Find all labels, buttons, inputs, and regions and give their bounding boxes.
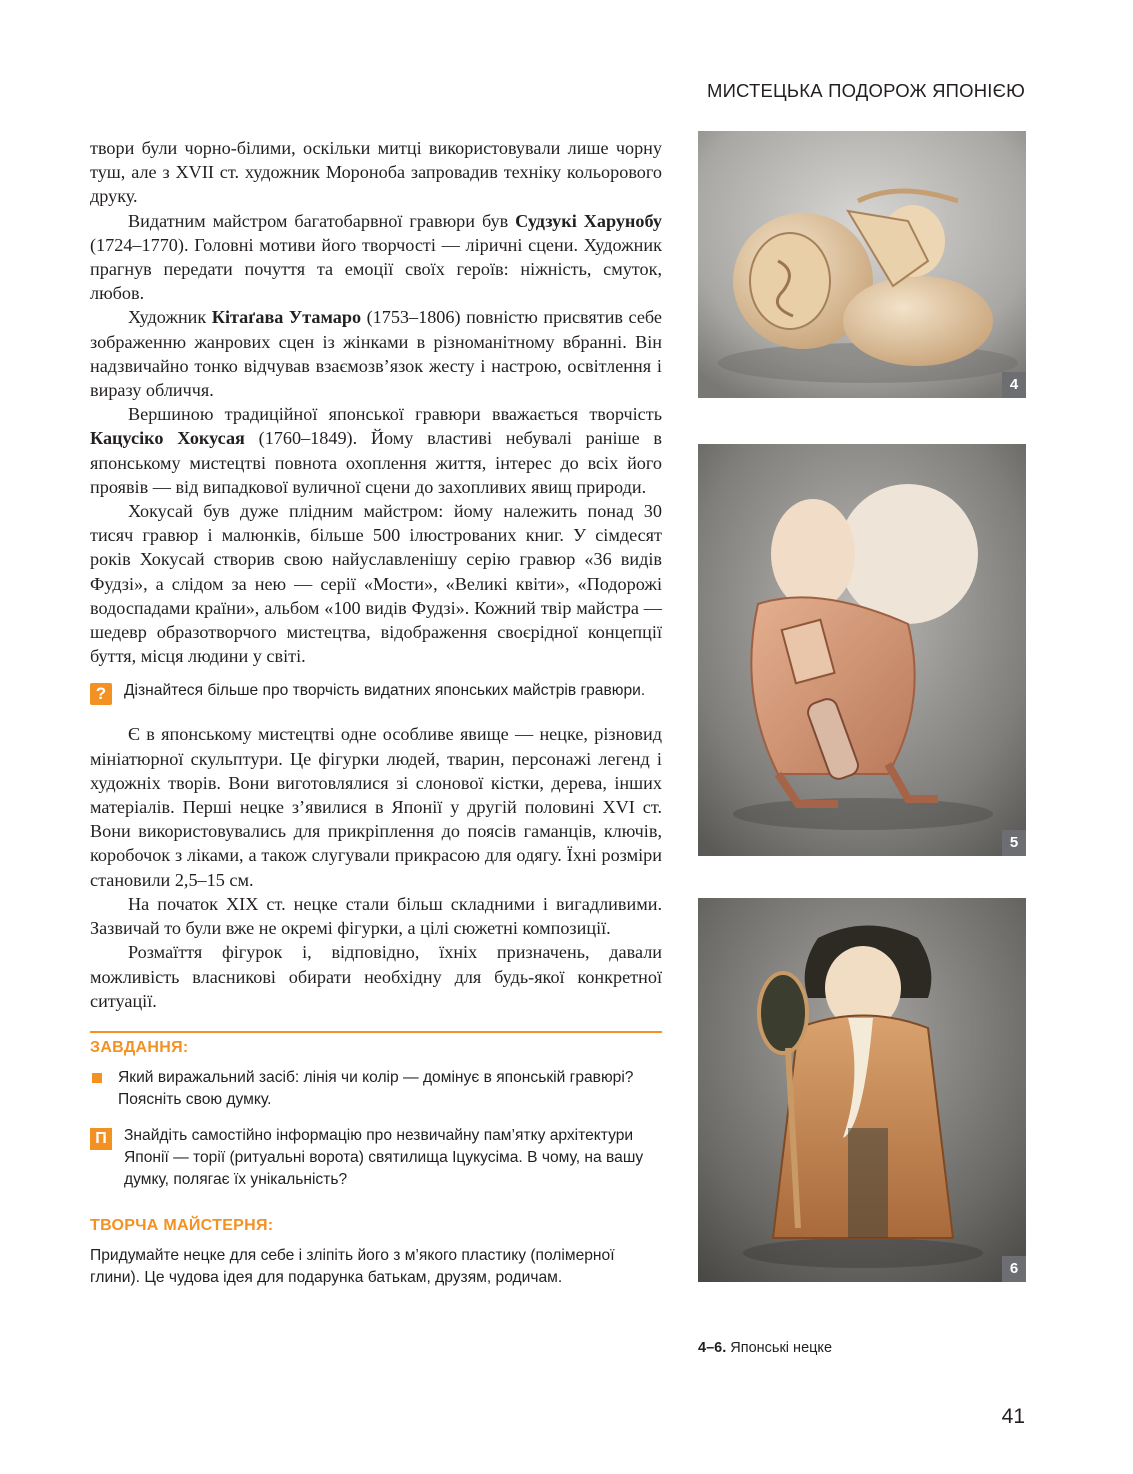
paragraph-8: Розмаїття фігурок і, відповідно, їхніх призначень, давали можливість власникові обирати необхідну для будь-якої конкретної ситуації. [90, 942, 662, 1011]
page-number: 41 [1001, 1405, 1025, 1428]
workshop-text: Придумайте нецке для себе і зліпіть його з м’якого пластику (полімерної глини). Це чудова ідея для подарунка батькам, друзям, родичам. [90, 1246, 615, 1286]
question-note [90, 680, 662, 702]
figure-number-5: 5 [1002, 830, 1026, 856]
netsuke-figure-image [698, 444, 1026, 856]
artist-name-hokusai: Кацусіко Хокусая [90, 428, 245, 449]
question-icon: ? [90, 683, 112, 705]
running-title: МИСТЕЦЬКА ПОДОРОЖ ЯПОНІЄЮ [706, 80, 1025, 101]
paragraph-2: Видатним майстром багатобарвної гравюри був Судзукі Харунобу (1724–1770). Головні мотиви його творчості — ліричні сцени. Художник прагнув передати почуття та емоції своїх героїв: ніжність, смуток, любов. [90, 210, 662, 304]
project-task: П Знайдіть самостійно інформацію про незвичайну пам’ятку архітектури Японії — торії (ритуальні ворота) святилища Іцукусіма. В чому, на вашу думку, полягає їх унікальність? [90, 1125, 662, 1191]
paragraph-5: Хокусай був дуже плідним майстром: йому належить понад 30 тисяч гравюр і малюнків, більше 500 ілюстрованих книг. У сімдесят років Хокусай створив свою найуславленішу серію гравюр «36 видів Фудзі», а слідом за нею — серії «Мости», «Великі квіти», «Подорожі водоспадами країни», альбом «100 видів Фудзі». Кожний твір майстра — шедевр образотворчого мистецтва, відображення своєрідної концепції буття, місця людини у світі. [90, 501, 662, 667]
netsuke-sage-image [698, 898, 1026, 1282]
artist-name-harunobu: Судзукі Харунобу [515, 210, 662, 231]
task-bullet: Який виражальний засіб: лінія чи колір — домінує в японській гравюрі? Поясніть свою думку. [90, 1067, 662, 1111]
workshop-title: ТВОРЧА МАЙСТЕРНЯ: [90, 1216, 274, 1234]
section-divider [90, 1031, 662, 1033]
netsuke-drum-image [698, 131, 1026, 398]
main-text-column [90, 136, 662, 1289]
paragraph-7: На початок XIX ст. нецке стали більш складними і вигадливими. Зазвичай то були вже не окремі фігурки, а цілі сюжетні композиції. [90, 893, 662, 939]
paragraph-6: Є в японському мистецтві одне особливе явище — нецке, різновид мініатюрної скульптури. Це фігурки людей, тварин, персонажі легенд і художніх творів. Вони виготовлялися зі слонової кістки, дерева, інших матеріалів. Перші нецке з’явилися в Японії у другій половині XVI ст. Вони використовувались для прикріплення до поясів гаманців, ключів, коробочок з ліками, а також слугували прикрасою для одягу. Їхні розміри становили 2,5–15 см. [90, 724, 662, 890]
question-text: Дізнайтеся більше про творчість видатних японських майстрів гравюри. [124, 682, 646, 700]
project-icon: П [90, 1128, 112, 1150]
netsuke-photo-5 [698, 444, 1026, 856]
paragraph-3: Художник Кітаґава Утамаро (1753–1806) повністю присвятив себе зображенню жанрових сцен із жінками в різноманітному вбранні. Він надзвичайно тонко відчував взаємозв’язок жесту і настрою, освітлення і виразу обличчя. [90, 307, 663, 401]
paragraph-4: Вершиною традиційної японської гравюри вважається творчість Кацусіко Хокусая (1760–1849). Йому властиві небувалі раніше в японському мистецтві повнота охоплення життя, інтерес до всіх його проявів — від випадкової вуличної сцени до захопливих явищ природи. [90, 404, 662, 497]
netsuke-photo-6 [698, 898, 1026, 1282]
square-bullet-icon [92, 1073, 102, 1083]
figure-number-6: 6 [1002, 1256, 1026, 1282]
artist-name-utamaro: Кітаґава Утамаро [211, 307, 362, 328]
paragraph-1: твори були чорно-білими, оскільки митці використовували лише чорну туш, але з XVII ст. художник Мороноба запровадив техніку кольорового друку. [90, 138, 662, 207]
figure-caption: 4–6. Японські нецке [698, 1340, 833, 1356]
tasks-title: ЗАВДАННЯ: [90, 1038, 189, 1056]
figure-number-4: 4 [1002, 372, 1026, 398]
netsuke-photo-4 [698, 131, 1026, 398]
